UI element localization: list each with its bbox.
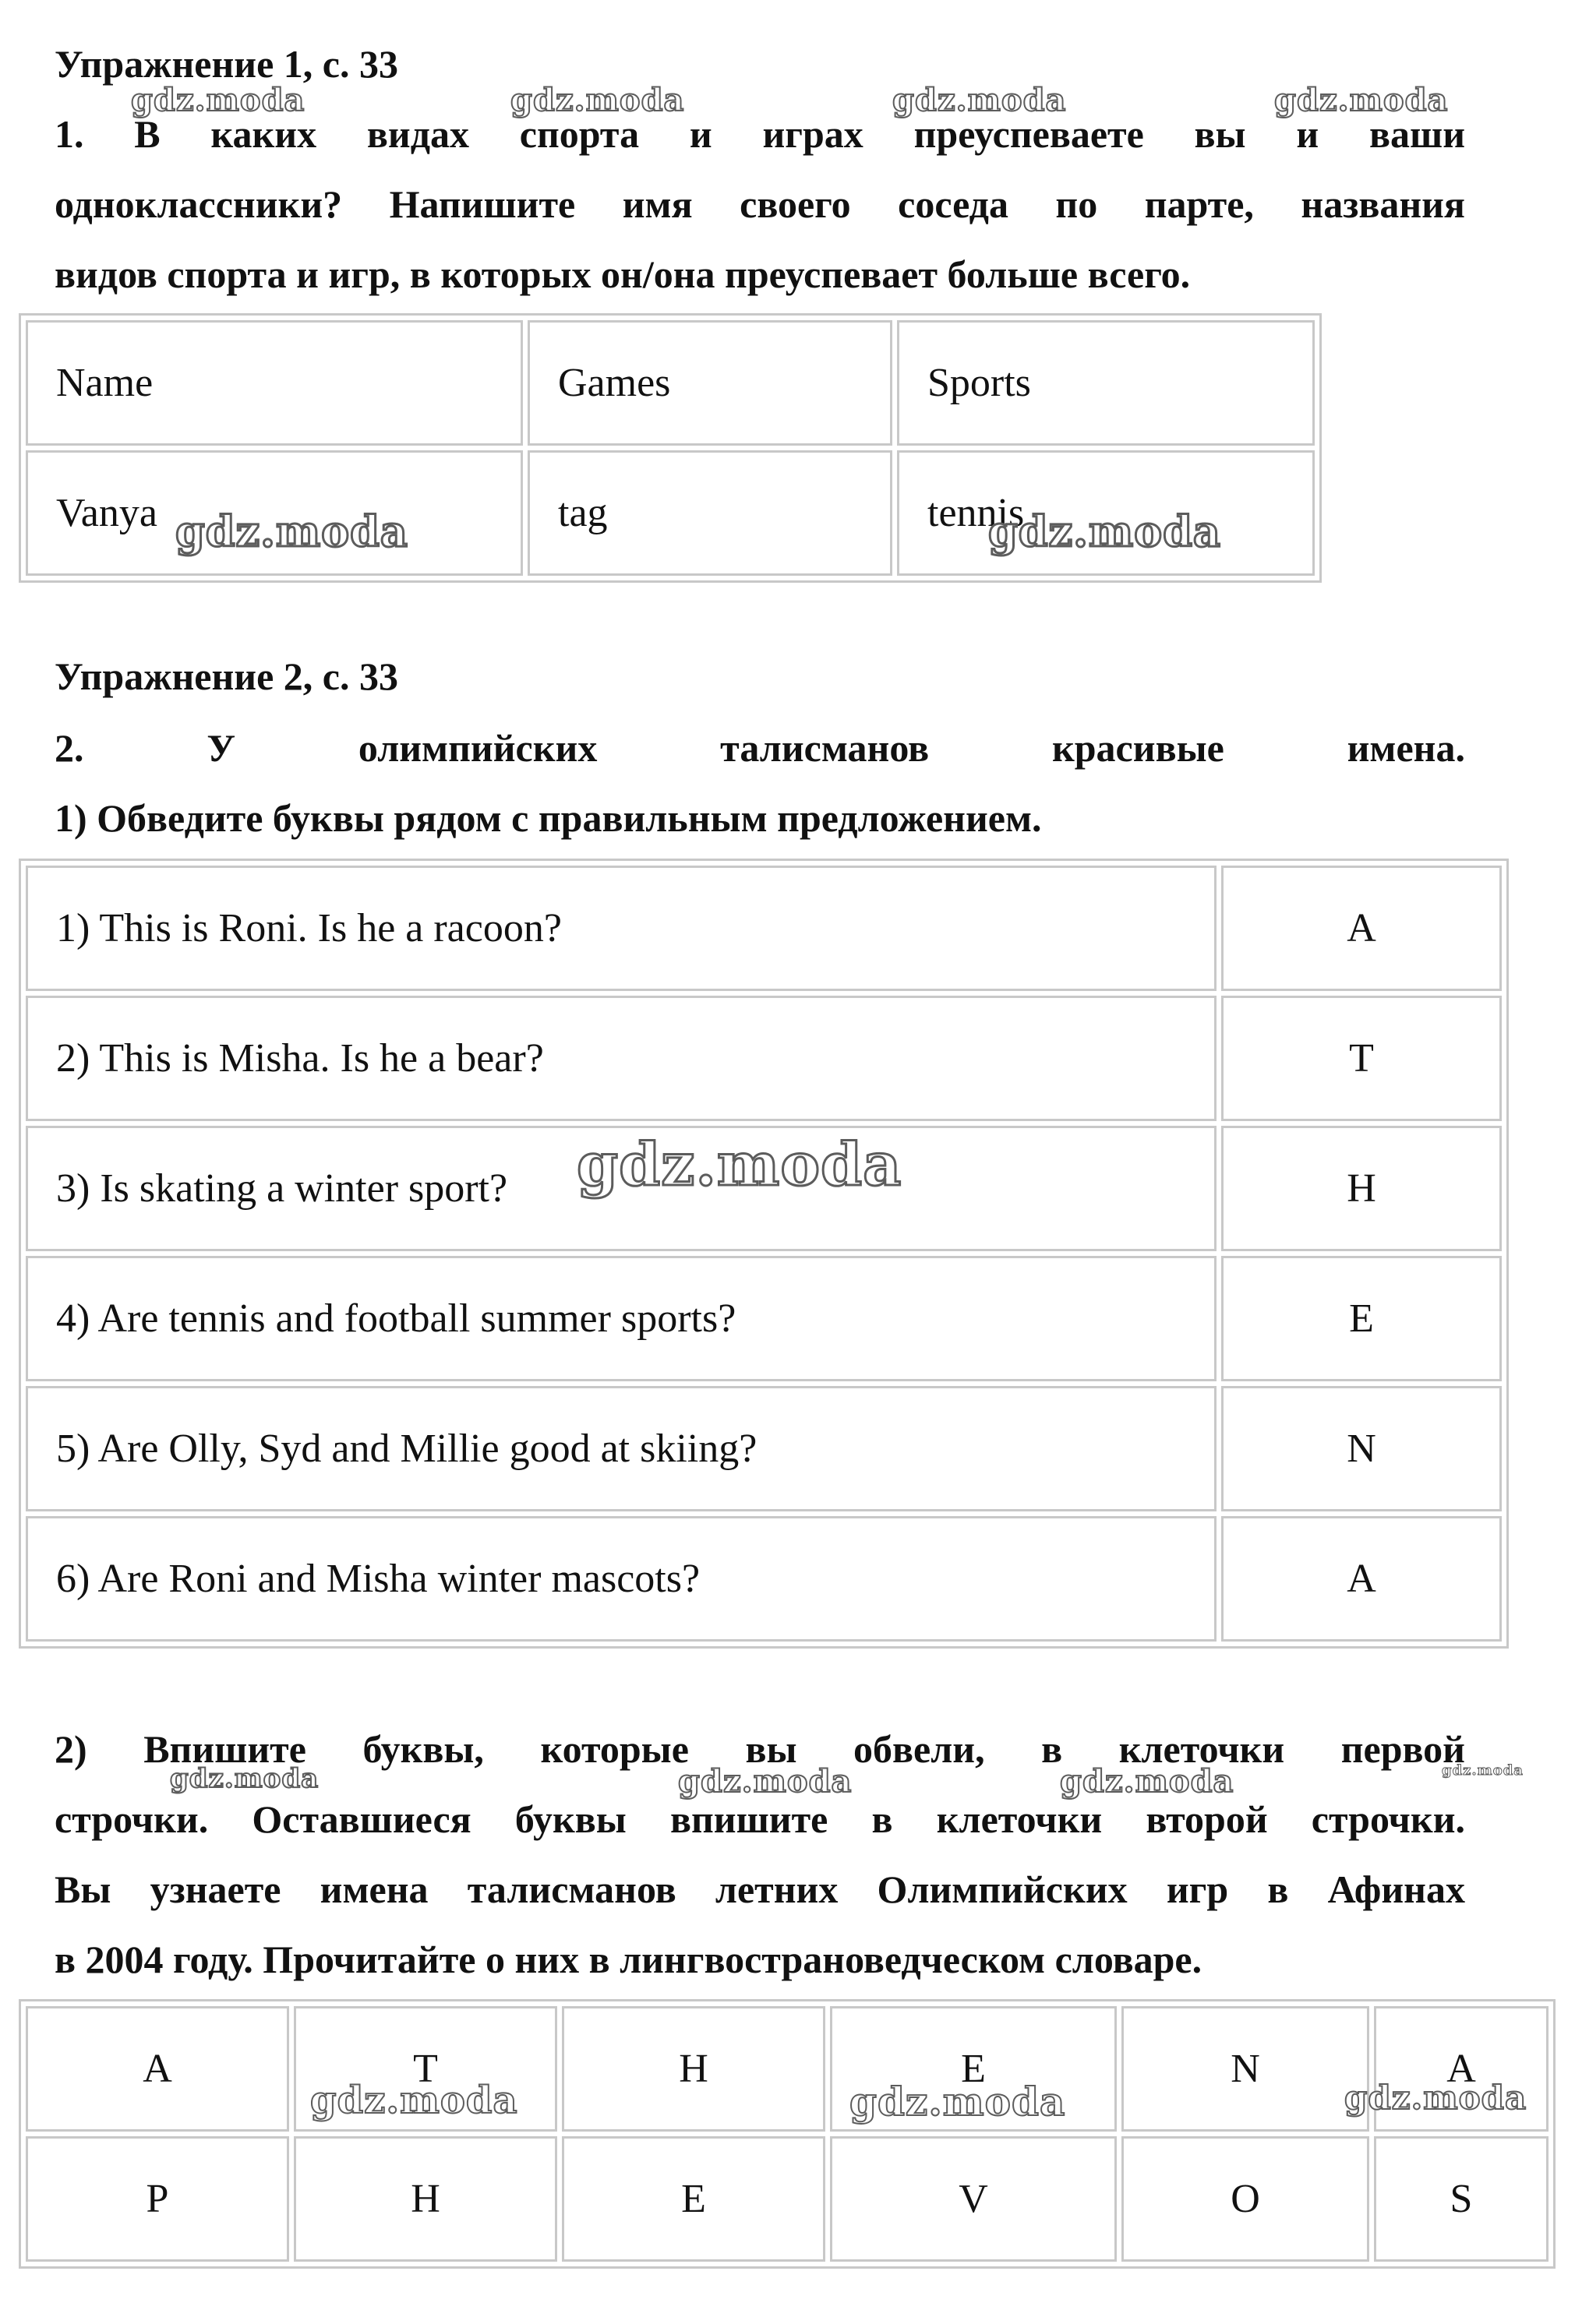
grid-cell: T: [294, 2006, 557, 2132]
watermark: gdz.moda: [131, 82, 305, 118]
exercise-1-task-line-3: видов спорта и игр, в которых он/она преуспевает больше всего.: [55, 252, 1191, 296]
exercise-1-task-line-1: 1. В каких видах спорта и играх преуспеваете вы и ваши: [55, 112, 1465, 156]
table-cell-sports: tennis: [897, 450, 1315, 576]
grid-cell: N: [1121, 2006, 1369, 2132]
watermark: gdz.moda: [175, 506, 408, 556]
exercise-1-heading: Упражнение 1, с. 33: [55, 42, 398, 86]
table-header-sports: Sports: [897, 320, 1315, 446]
watermark: gdz.moda: [1274, 82, 1449, 118]
exercise-1-task-line-2: одноклассники? Напишите имя своего соседа по парте, названия: [55, 182, 1465, 226]
letter-cell-5: N: [1221, 1386, 1502, 1511]
exercise-2-part2-line-2: строчки. Оставшиеся буквы впишите в клеточки второй строчки.: [55, 1797, 1465, 1841]
watermark: gdz.moda: [1344, 2079, 1527, 2117]
grid-cell: A: [1374, 2006, 1549, 2132]
question-row-4: 4) Are tennis and football summer sports?: [26, 1256, 1217, 1381]
watermark: gdz.moda: [892, 82, 1067, 118]
grid-cell: V: [830, 2136, 1117, 2262]
letter-cell-1: A: [1221, 866, 1502, 991]
table-cell-name: Vanya: [26, 450, 523, 576]
letter-grid: [19, 1999, 1556, 2269]
question-row-5: 5) Are Olly, Syd and Millie good at skiing?: [26, 1386, 1217, 1511]
grid-cell: E: [830, 2006, 1117, 2132]
watermark: gdz.moda: [170, 1763, 320, 1794]
watermark: gdz.moda: [310, 2079, 518, 2122]
grid-cell: H: [294, 2136, 557, 2262]
watermark: gdz.moda: [678, 1763, 853, 1800]
letter-cell-6: A: [1221, 1516, 1502, 1642]
watermark: gdz.moda: [1442, 1762, 1524, 1779]
letter-cell-2: T: [1221, 996, 1502, 1121]
table-cell-games: tag: [528, 450, 892, 576]
grid-cell: P: [26, 2136, 289, 2262]
watermark: gdz.moda: [988, 506, 1221, 556]
watermark: gdz.moda: [577, 1130, 902, 1199]
letter-cell-3: H: [1221, 1126, 1502, 1251]
watermark: gdz.moda: [1060, 1763, 1234, 1800]
question-row-2: 2) This is Misha. Is he a bear?: [26, 996, 1217, 1121]
grid-cell: H: [562, 2006, 825, 2132]
table-header-name: Name: [26, 320, 523, 446]
grid-cell: A: [26, 2006, 289, 2132]
question-row-1: 1) This is Roni. Is he a racoon?: [26, 866, 1217, 991]
exercise-2-part2-line-3: Вы узнаете имена талисманов летних Олимпийских игр в Афинах: [55, 1867, 1465, 1911]
exercise-2-heading: Упражнение 2, с. 33: [55, 654, 398, 698]
letter-cell-4: E: [1221, 1256, 1502, 1381]
watermark: gdz.moda: [510, 82, 685, 118]
table-header-games: Games: [528, 320, 892, 446]
grid-cell: E: [562, 2136, 825, 2262]
exercise-2-task-line-2: 1) Обведите буквы рядом с правильным предложением.: [55, 796, 1042, 840]
grid-cell: O: [1121, 2136, 1369, 2262]
grid-cell: S: [1374, 2136, 1549, 2262]
question-row-3: 3) Is skating a winter sport?: [26, 1126, 1217, 1251]
question-row-6: 6) Are Roni and Misha winter mascots?: [26, 1516, 1217, 1642]
exercise-2-part2-line-1: 2) Впишите буквы, которые вы обвели, в клеточки первой: [55, 1727, 1465, 1771]
exercise-2-task-line-1: 2. У олимпийских талисманов красивые имена.: [55, 726, 1465, 770]
exercise-2-part2-line-4: в 2004 году. Прочитайте о них в лингвострановедческом словаре.: [55, 1938, 1202, 1981]
watermark: gdz.moda: [849, 2079, 1066, 2125]
exercise-2-table: [19, 859, 1509, 1649]
